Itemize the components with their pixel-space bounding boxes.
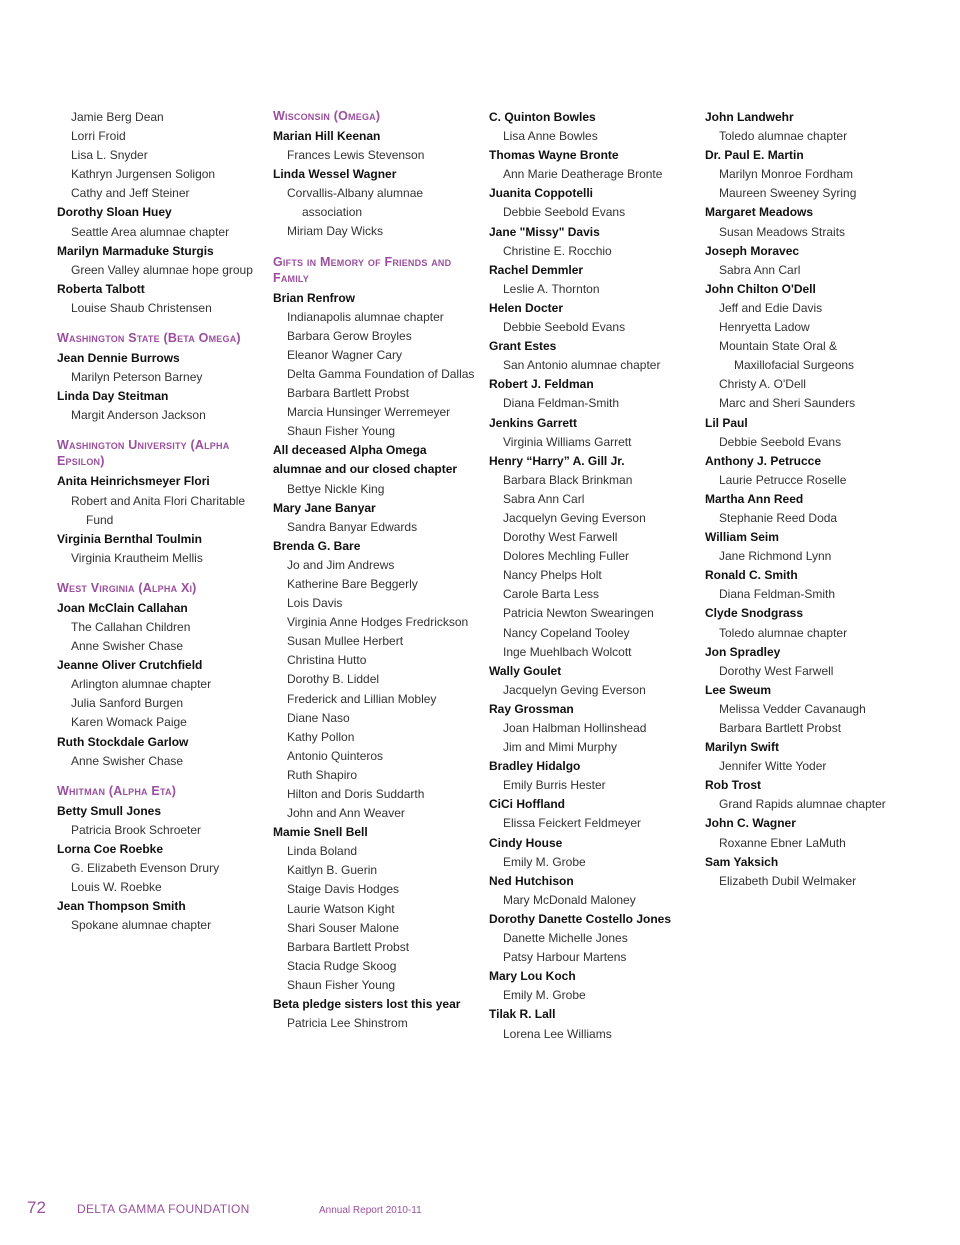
section-heading: West Virginia (Alpha Xi) xyxy=(57,580,197,595)
memorial-name: All deceased Alpha Omega alumnae and our closed chapter xyxy=(273,443,458,477)
column-1 xyxy=(57,108,262,935)
donor-name: Virginia Anne Hodges Fredrickson xyxy=(287,615,469,630)
memorial-name: Virginia Bernthal Toulmin xyxy=(57,531,202,546)
section-heading: Whitman (Alpha Eta) xyxy=(57,783,177,798)
memorial-name: CiCi Hoffland xyxy=(489,797,565,812)
donor-name: Staige Davis Hodges xyxy=(287,882,400,897)
donor-name: Lorri Froid xyxy=(71,129,126,144)
donor-name: Christina Hutto xyxy=(287,653,367,668)
donor-name: Karen Womack Paige xyxy=(71,715,187,730)
footer-organization: DELTA GAMMA FOUNDATION xyxy=(77,1202,250,1216)
donor-name: Ann Marie Deatherage Bronte xyxy=(503,167,663,182)
donor-name: Lois Davis xyxy=(287,596,343,611)
donor-name: Lorena Lee Williams xyxy=(503,1026,612,1041)
memorial-name: Mary Lou Koch xyxy=(489,969,576,984)
donor-name: The Callahan Children xyxy=(71,619,191,634)
donor-name: Susan Mullee Herbert xyxy=(287,634,404,649)
donor-name: Toledo alumnae chapter xyxy=(719,625,848,640)
page-number: 72 xyxy=(27,1198,46,1217)
memorial-name: Jean Thompson Smith xyxy=(57,899,186,914)
memorial-name: Jean Dennie Burrows xyxy=(57,351,180,366)
donor-name: Arlington alumnae chapter xyxy=(71,677,212,692)
donor-name: Green Valley alumnae hope group xyxy=(71,262,253,277)
donor-name: Shaun Fisher Young xyxy=(287,424,396,439)
donor-name: Marc and Sheri Saunders xyxy=(719,396,856,411)
donor-name: Roxanne Ebner LaMuth xyxy=(719,835,846,850)
memorial-name: Marian Hill Keenan xyxy=(273,129,381,143)
memorial-name: Betty Smull Jones xyxy=(57,803,162,818)
donor-name: Jim and Mimi Murphy xyxy=(503,740,618,755)
memorial-name: Henry “Harry” A. Gill Jr. xyxy=(489,453,625,468)
donor-name: Anne Swisher Chase xyxy=(71,753,184,768)
donor-name-continued: association xyxy=(302,205,363,220)
memorial-name: Rachel Demmler xyxy=(489,262,584,277)
memorial-name: Sam Yaksich xyxy=(705,854,779,869)
donor-name: Barbara Bartlett Probst xyxy=(287,386,410,401)
donor-name: Diana Feldman-Smith xyxy=(503,396,620,411)
donor-name: Indianapolis alumnae chapter xyxy=(287,309,444,324)
column-3 xyxy=(489,108,694,1044)
memorial-name: Jane "Missy" Davis xyxy=(489,224,600,239)
donor-name: Dolores Mechling Fuller xyxy=(503,549,630,564)
donor-name: Barbara Gerow Broyles xyxy=(287,328,412,343)
memorial-name: Juanita Coppotelli xyxy=(489,186,594,201)
donor-name: Linda Boland xyxy=(287,844,358,859)
memorial-name: Beta pledge sisters lost this year xyxy=(273,997,461,1012)
donor-name: Susan Meadows Straits xyxy=(719,224,846,239)
donor-name: Toledo alumnae chapter xyxy=(719,129,848,144)
donor-name: Stephanie Reed Doda xyxy=(719,510,838,525)
donor-name: Carole Barta Less xyxy=(503,587,600,602)
donor-name: Jo and Jim Andrews xyxy=(287,557,395,572)
donor-name: Antonio Quinteros xyxy=(287,748,384,763)
donor-name: Leslie A. Thornton xyxy=(503,281,600,296)
donor-name: Delta Gamma Foundation of Dallas xyxy=(287,366,475,381)
donor-name: Sabra Ann Carl xyxy=(719,262,801,277)
memorial-name: Martha Ann Reed xyxy=(705,491,804,506)
memorial-name: Cindy House xyxy=(489,835,563,850)
donor-name: Cathy and Jeff Steiner xyxy=(71,186,190,201)
donor-name: Inge Muehlbach Wolcott xyxy=(503,644,632,659)
memorial-name: Bradley Hidalgo xyxy=(489,759,581,774)
memorial-name: Clyde Snodgrass xyxy=(705,606,804,621)
donor-name: Patricia Lee Shinstrom xyxy=(287,1016,408,1031)
memorial-name: Ray Grossman xyxy=(489,701,574,716)
donor-name: Kathy Pollon xyxy=(287,729,355,744)
donor-name: Barbara Black Brinkman xyxy=(503,472,633,487)
memorial-name: Lorna Coe Roebke xyxy=(57,841,164,856)
donor-name: Virginia Krautheim Mellis xyxy=(71,550,203,565)
section-heading: Washington University (Alpha Epsilon) xyxy=(57,438,230,469)
donor-name: Christy A. O'Dell xyxy=(719,377,806,392)
memorial-name: Lil Paul xyxy=(705,415,748,430)
memorial-name: Grant Estes xyxy=(489,339,557,354)
donor-name: Jennifer Witte Yoder xyxy=(719,759,827,774)
donor-name: Jamie Berg Dean xyxy=(71,110,164,124)
section-heading: Wisconsin (Omega) xyxy=(273,109,381,123)
column-2 xyxy=(273,108,478,1033)
donor-name: Jane Richmond Lynn xyxy=(719,549,832,564)
donor-name: Lisa Anne Bowles xyxy=(503,129,598,144)
memorial-name: Mary Jane Banyar xyxy=(273,500,376,515)
memorial-name: Jenkins Garrett xyxy=(489,415,578,430)
memorial-name: John C. Wagner xyxy=(705,816,796,831)
memorial-name: Rob Trost xyxy=(705,778,761,793)
page-footer xyxy=(27,1198,422,1218)
donor-name: Virginia Williams Garrett xyxy=(503,434,632,449)
donor-name: Barbara Bartlett Probst xyxy=(719,721,842,735)
donor-name: Laurie Petrucce Roselle xyxy=(719,472,847,487)
donor-name-continued: Fund xyxy=(86,512,114,527)
memorial-name: Joseph Moravec xyxy=(705,243,800,258)
memorial-name: Margaret Meadows xyxy=(705,205,814,220)
donor-name: Shari Souser Malone xyxy=(287,920,400,935)
donor-name: Stacia Rudge Skoog xyxy=(287,958,397,973)
donor-name: Corvallis-Albany alumnae xyxy=(287,186,424,201)
donor-name: San Antonio alumnae chapter xyxy=(503,358,661,373)
memorial-name: Anita Heinrichsmeyer Flori xyxy=(57,474,210,489)
memorial-name: Dr. Paul E. Martin xyxy=(705,148,804,163)
section-heading: Washington State (Beta Omega) xyxy=(57,331,241,346)
memorial-name: Linda Day Steitman xyxy=(57,389,169,404)
donor-name: Jacquelyn Geving Everson xyxy=(503,510,646,525)
donor-name: Dorothy B. Liddel xyxy=(287,672,380,687)
memorial-name: Dorothy Sloan Huey xyxy=(57,205,172,220)
memorial-name: Ruth Stockdale Garlow xyxy=(57,734,189,749)
donor-name: Seattle Area alumnae chapter xyxy=(71,224,230,239)
memorial-name: Mamie Snell Bell xyxy=(273,825,368,840)
donor-name: Katherine Bare Beggerly xyxy=(287,576,418,591)
donor-name-continued: Maxillofacial Surgeons xyxy=(734,358,855,373)
donor-name: Debbie Seebold Evans xyxy=(719,434,842,449)
memorial-name: Ned Hutchison xyxy=(489,873,574,888)
memorial-name: Jeanne Oliver Crutchfield xyxy=(57,658,203,673)
donor-name: Joan Halbman Hollinshead xyxy=(503,721,647,735)
memorial-name: Roberta Talbott xyxy=(57,281,145,296)
memorial-name: Jon Spradley xyxy=(705,644,781,659)
memorial-name: Wally Goulet xyxy=(489,663,562,678)
memorial-name: Marilyn Swift xyxy=(705,740,780,755)
memorial-name: Robert J. Feldman xyxy=(489,377,594,392)
memorial-name: Helen Docter xyxy=(489,300,564,315)
donor-name: Ruth Shapiro xyxy=(287,767,358,782)
section-heading: Gifts in Memory of Friends and Family xyxy=(273,254,452,285)
donor-name: G. Elizabeth Evenson Drury xyxy=(71,861,220,875)
memorial-name: Joan McClain Callahan xyxy=(57,600,188,615)
donor-name: Nancy Copeland Tooley xyxy=(503,625,630,640)
memorial-name: William Seim xyxy=(705,530,779,545)
donor-name: Anne Swisher Chase xyxy=(71,639,184,654)
donor-name: Emily M. Grobe xyxy=(503,988,586,1003)
column-4 xyxy=(705,108,910,891)
donor-name: Melissa Vedder Cavanaugh xyxy=(719,701,866,716)
donor-name: Dorothy West Farwell xyxy=(503,530,618,545)
donor-name: Barbara Bartlett Probst xyxy=(287,939,410,954)
memorial-name: Thomas Wayne Bronte xyxy=(489,148,619,163)
donor-name: Debbie Seebold Evans xyxy=(503,320,626,335)
donor-name: Hilton and Doris Suddarth xyxy=(287,787,425,801)
donor-name: Elizabeth Dubil Welmaker xyxy=(719,873,857,888)
donor-name: Dorothy West Farwell xyxy=(719,663,834,678)
memorial-name: Anthony J. Petrucce xyxy=(705,453,822,468)
donor-name: Spokane alumnae chapter xyxy=(71,918,212,933)
memorial-name: Ronald C. Smith xyxy=(705,568,798,583)
donor-name: Diane Naso xyxy=(287,710,350,725)
donor-name: Maureen Sweeney Syring xyxy=(719,186,857,201)
memorial-name: Dorothy Danette Costello Jones xyxy=(489,911,672,926)
donor-name: Jeff and Edie Davis xyxy=(719,300,823,315)
memorial-name: Brenda G. Bare xyxy=(273,538,361,553)
donor-name: Marilyn Monroe Fordham xyxy=(719,167,854,182)
memorial-name: John Landwehr xyxy=(705,110,794,124)
donor-name: Patsy Harbour Martens xyxy=(503,950,627,965)
donor-name: Frederick and Lillian Mobley xyxy=(287,691,437,706)
donor-name: Lisa L. Snyder xyxy=(71,148,148,163)
donor-name: Sabra Ann Carl xyxy=(503,491,585,506)
donor-name: Jacquelyn Geving Everson xyxy=(503,682,646,697)
donor-name: Robert and Anita Flori Charitable xyxy=(71,493,246,508)
memorial-name: C. Quinton Bowles xyxy=(489,110,596,124)
donor-name: Louis W. Roebke xyxy=(71,880,162,895)
donor-name: Frances Lewis Stevenson xyxy=(287,148,425,163)
donor-name: Louise Shaub Christensen xyxy=(71,300,212,315)
donor-name: Patricia Brook Schroeter xyxy=(71,822,202,837)
memorial-name: Linda Wessel Wagner xyxy=(273,167,397,182)
donor-name: John and Ann Weaver xyxy=(287,806,405,821)
donor-name: Debbie Seebold Evans xyxy=(503,205,626,220)
donor-name: Marcia Hunsinger Werremeyer xyxy=(287,405,451,420)
donor-name: Patricia Newton Swearingen xyxy=(503,606,654,621)
donor-name: Kathryn Jurgensen Soligon xyxy=(71,167,216,182)
donor-name: Shaun Fisher Young xyxy=(287,977,396,992)
donor-name: Sandra Banyar Edwards xyxy=(287,519,418,534)
donor-name: Christine E. Rocchio xyxy=(503,243,612,258)
donor-name: Elissa Feickert Feldmeyer xyxy=(503,816,642,831)
donor-name: Eleanor Wagner Cary xyxy=(287,347,402,362)
donor-name: Miriam Day Wicks xyxy=(287,224,383,239)
memorial-name: Lee Sweum xyxy=(705,682,772,697)
donor-name: Nancy Phelps Holt xyxy=(503,568,602,583)
donor-name: Julia Sanford Burgen xyxy=(71,696,184,711)
donor-name: Mountain State Oral & xyxy=(719,339,838,354)
donor-name: Bettye Nickle King xyxy=(287,481,385,496)
donor-name: Danette Michelle Jones xyxy=(503,931,628,946)
donor-name: Grand Rapids alumnae chapter xyxy=(719,797,886,812)
memorial-name: John Chilton O'Dell xyxy=(705,281,816,296)
donor-name: Diana Feldman-Smith xyxy=(719,587,836,602)
donor-name: Marilyn Peterson Barney xyxy=(71,370,203,385)
donor-name: Laurie Watson Kight xyxy=(287,901,395,916)
donor-name: Kaitlyn B. Guerin xyxy=(287,863,378,878)
donor-name: Mary McDonald Maloney xyxy=(503,892,636,907)
memorial-name: Brian Renfrow xyxy=(273,290,356,305)
donor-name: Henryetta Ladow xyxy=(719,320,810,335)
donor-name: Margit Anderson Jackson xyxy=(71,408,206,423)
memorial-name: Marilyn Marmaduke Sturgis xyxy=(57,243,214,258)
donor-name: Emily M. Grobe xyxy=(503,854,586,869)
donor-name: Emily Burris Hester xyxy=(503,778,606,793)
memorial-name: Tilak R. Lall xyxy=(489,1007,556,1022)
footer-report-title: Annual Report 2010-11 xyxy=(319,1205,422,1216)
